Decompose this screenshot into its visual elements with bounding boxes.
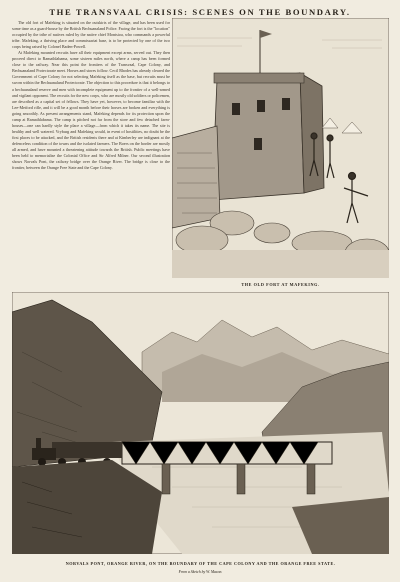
bridge-caption: NORVALS PONT, ORANGE RIVER, ON THE BOUNDARY OF THE CAPE COLONY AND THE ORANGE FREE STATE. bbox=[65, 561, 336, 566]
bridge-illustration bbox=[12, 292, 389, 554]
article-paragraph: The old fort of Mafeking is situated on the outskirts of the village, and has been used for some time as a guard-house by the British Bechuanaland Police. Facing the fort is the "location" occupied by the tribe of natives ruled by the native chief Montsioa, who commands a powerful tribe. Mafeking, a thriving place and commissariat base, is to be protected by one of the two corps being raised by Colonel Baden-Powell. bbox=[12, 20, 170, 50]
article-paragraph: At Mafeking mounted recruits have all their equipment except arms, served out. They then proceed direct to Ramathlabama, some sixteen miles north, where a camp has been formed close to the railway. Near this point the frontiers of the Transvaal, Cape Colony, and Bechuanaland Protectorate meet. Horses and stores follow. Cecil Rhodes has already cleared the Government of Cape Colony for not selecting Mafeking itself as the base, but recruits must be sworn within the Bechuanaland Protectorate. The objection to this procedure is that it belongs to a bechuanaland reserve and men with incomplete equipment up to the frontier of a well-armed and vigilant opponent. The recruits for the new corps, who are mostly old soldiers or policemen, are described as a capital set of fellows. They have yet, however, to become familiar with the Lee-Metford rifle, and it will be a good month before their horses are broken and everything is going smoothly. As present arrangements stand, Mafeking depends for its protection upon the camp at Ramathlabama. The camp is pitched not far from the store and few detached farm-houses—one can hardly style the place a village—from which it takes its name. The site is healthy and well watered. Vryburg and Mafeking would, in event of hostilities, no doubt be the first places to be attacked, and the British residents there and at Kimberley are indignant at the defenceless condition of the towns and the isolated farmers. The Boers on the border are mostly all armed, and have mounted a threatening attitude towards the British. Public meetings have been held to memorialise the Colonial Office and Sir Alfred Milner. Our second illustration shows Norvals Pont, the railway bridge over the Orange River. The bridge is close to the frontier, between the Orange Free State and the Cape Colony. bbox=[12, 50, 170, 171]
article-column bbox=[12, 20, 170, 171]
fort-caption: THE OLD FORT AT MAFEKING. bbox=[241, 282, 320, 287]
page-title: THE TRANSVAAL CRISIS: SCENES ON THE BOUNDARY. bbox=[49, 7, 351, 17]
bridge-credit: From a Sketch by W. Maxon. bbox=[178, 570, 223, 574]
fort-illustration bbox=[172, 18, 389, 278]
